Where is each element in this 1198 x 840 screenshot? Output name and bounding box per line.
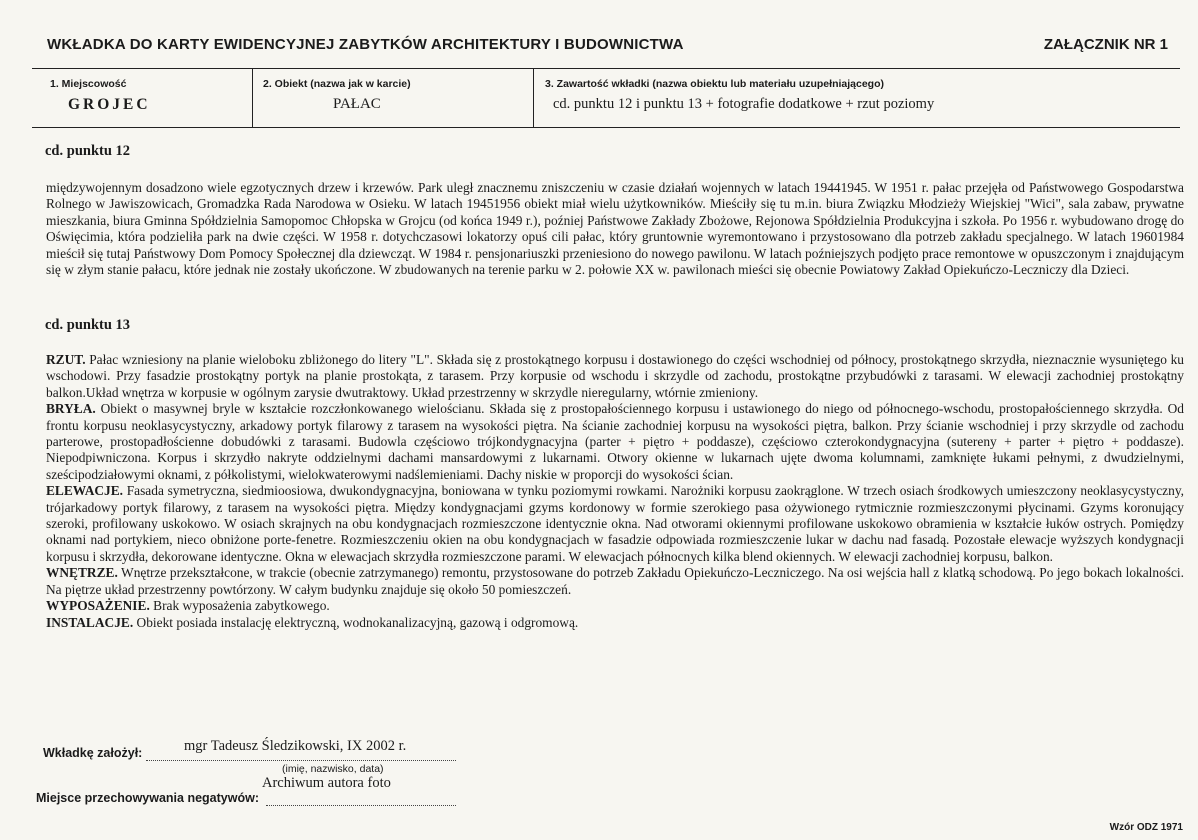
bryla-text: Obiekt o masywnej bryle w kształcie rozczłonkowanego wielościanu. Składa się z prostopałościennego korpusu i ustawionego do niego od północnego-wschodu, prostopałościennego skrzydła. Od frontu korpusu neoklasycystyczny, arkadowy portyk filarowy z tarasem na wysokości piętra. Na ścianie zachodniej korpusu na wysokości piętra, balkon. Przy ścianie wschodniej i przy skrzydle od zachodu parterowe, prostopadłościenne dobudówki z tarasami. Budowla częściowo trójkondygnacyjna (parter + piętro + poddasze), częściowo czterokondygnacyjna (sutereny + parter + piętro + poddasze). Niepodpiwniczona. Korpus i skrzydło nakryte oddzielnymi dachami mansardowymi z lukarnami. Otwory okienne w lukarnach ujęte dwoma kolumnami, zamknięte łukami pełnymi, z dwudzielnymi, sześcipodziałowymi oknami, z półkolistymi, wielokwaterowymi nadślemieniami. Dachy niskie w proporcji do wysokości ścian. <box>46 401 1184 482</box>
section-13-body <box>46 352 1184 631</box>
wyposazenie-label: WYPOSAŻENIE. <box>46 598 150 614</box>
wnetrze-label: WNĘTRZE. <box>46 565 118 581</box>
wnetrze-text: Wnętrze przekształcone, w trakcie (obecnie zatrzymanego) remontu, przystosowane do potrzeb Zakładu Opiekuńczo-Leczniczego. Na osi wejścia hall z klatką schodową. Po jego bokach lokalności. Na piętrze układ przestrzenny powtórzony. W całym budynku znajduje się około 50 pomieszczeń. <box>46 565 1184 597</box>
header-fields-table <box>32 68 1180 128</box>
rzut-paragraph <box>46 352 1184 401</box>
instalacje-label: INSTALACJE. <box>46 614 134 630</box>
section-12-text: międzywojennym dosadzono wiele egzotycznych drzew i krzewów. Park uległ znacznemu zniszczeniu w czasie działań wojennych w latach 19441945. W 1951 r. pałac przejęła od Państwowego Gospodarstwa Rolnego w Jawiszowicach, Gromadzka Rada Narodowa w Osieku. W latach 19451956 obiekt miał wielu użytkowników. Mieściły się tu m.in. biura Związku Młodzieży Wiejskiej "Wici", sala zabaw, prywatne mieszkania, biura Gminna Spółdzielnia Samopomoc Chłopska w Grojcu (od końca 1949 r.), poźniej Państwowe Zakłady Zbożowe, Rejonowa Spółdzielnia Produkcyjna i szkoła. Po 1956 r. wybudowano drogę do Oświęcimia, która podzieliła park na dwie części. W 1958 r. dotychczasowi lokatorzy opuś cili pałac, który gruntownie wyremontowano i przystosowano dla potrzeb zakładu specjalnego. W latach 19601984 mieścił się tutaj Państwowy Dom Pomocy Społecznej dla dziewcząt. W 1984 r. pensjonariuszki przeniesiono do nowego pawilonu. W latach poźniejszych podjęto prace remontowe w opuszczonym i znajdującym się w złym stanie pałacu, które jednak nie zostały ukończone. W zbudowanych na terenie parku w 2. połowie XX w. pawilonach mieści się obecnie Powiatowy Zakład Opiekuńczo-Leczniczy dla Dzieci. <box>46 180 1184 278</box>
location-cell <box>32 69 253 127</box>
wyposazenie-text: Brak wyposażenia zabytkowego. <box>149 598 330 614</box>
wyposazenie-paragraph <box>46 598 1184 614</box>
form-title: WKŁADKA DO KARTY EWIDENCYJNEJ ZABYTKÓW ARCHITEKTURY I BUDOWNICTWA <box>47 36 684 53</box>
author-hint: (imię, nazwisko, data) <box>282 763 384 775</box>
object-value: PAŁAC <box>333 96 381 112</box>
archive-value: Archiwum autora foto <box>262 775 391 791</box>
instalacje-paragraph <box>46 615 1184 631</box>
contents-value: cd. punktu 12 i punktu 13 + fotografie dodatkowe + rzut poziomy <box>553 96 935 112</box>
author-dotted-line <box>146 759 456 761</box>
section-12-heading: cd. punktu 12 <box>45 143 131 159</box>
author-label: Wkładkę założył: <box>43 746 143 760</box>
rzut-label: RZUT. <box>46 352 86 367</box>
bryla-paragraph <box>46 401 1184 483</box>
negatives-dotted-line <box>266 804 456 806</box>
location-label: 1. Miejscowość <box>50 78 127 90</box>
section-13-heading: cd. punktu 13 <box>45 317 131 333</box>
negatives-label: Miejsce przechowywania negatywów: <box>36 791 259 805</box>
annex-number: ZAŁĄCZNIK NR 1 <box>1043 36 1168 53</box>
form-template-id: Wzór ODZ 1971 <box>1109 822 1183 833</box>
bryla-label: BRYŁA. <box>46 401 96 417</box>
object-label: 2. Obiekt (nazwa jak w karcie) <box>263 78 411 90</box>
instalacje-text: Obiekt posiada instalację elektryczną, wodnokanalizacyjną, gazową i odgromową. <box>133 614 579 630</box>
object-cell <box>253 69 534 127</box>
author-value: mgr Tadeusz Śledzikowski, IX 2002 r. <box>184 738 407 754</box>
contents-cell <box>535 69 1175 127</box>
rzut-text: Pałac wzniesiony na planie wieloboku zbliżonego do litery "L". Składa się z prostokątnego korpusu i dostawionego do części wschodniej od północy, prostokątnego skrzydła, nieznacznie wysuniętego ku wschodowi. Przy fasadzie prostokątny portyk na planie prostokąta, z tarasem. Przy korpusie od wschodu i skrzydle od zachodu, prostokątne przybudówki z tarasami. W elewacji zachodniej prostokątny balkon.Układ wnętrza w korpusie w ogólnym zarysie dwutraktowy. Układ przestrzenny w skrzydle nieregularny, wtórnie zmieniony. <box>46 352 1184 400</box>
location-value: GROJEC <box>68 96 151 113</box>
contents-label: 3. Zawartość wkładki (nazwa obiektu lub materiału uzupełniającego) <box>545 78 884 90</box>
wnetrze-paragraph <box>46 565 1184 598</box>
elewacje-label: ELEWACJE. <box>46 483 124 499</box>
elewacje-text: Fasada symetryczna, siedmioosiowa, dwukondygnacyjna, boniowana w tynku poziomymi rowkami. Narożniki korpusu zaokrąglone. W trzech osiach środkowych umieszczony neoklasycystyczny, trójarkadowy portyk filarowy, z tarasem na wysokości piętra. Między kondygnacjami gzyms kordonowy w formie szerokiego pasa ożywionego rytmicznie rozmieszczonymi płycinami. Gzyms koronujący szeroki, profilowany uskokowo. W osiach skrajnych na obu kondygnacjach rozmieszczone identycznie okna. Nad otworami okiennymi profilowane uskokowo obramienia w kształcie łuków ostrych. Pomiędzy oknami nad portykiem, nieco obniżone porte-fenetre. Rozmieszczeniu okien na obu kondygnacjach w fasadzie odpowiada rozmieszczenie lukar w dachu nad fasadą. Pozostałe elewacje wyższych kondygnacji korpusu i skrzydła, dekorowane identyczne. Okna w elewacjach skrzydła rozmieszczone parami. W elewacjach północnych kilka blend okiennych. W elewacji zachodniej korpusu, balkon. <box>46 483 1184 564</box>
elewacje-paragraph <box>46 483 1184 565</box>
